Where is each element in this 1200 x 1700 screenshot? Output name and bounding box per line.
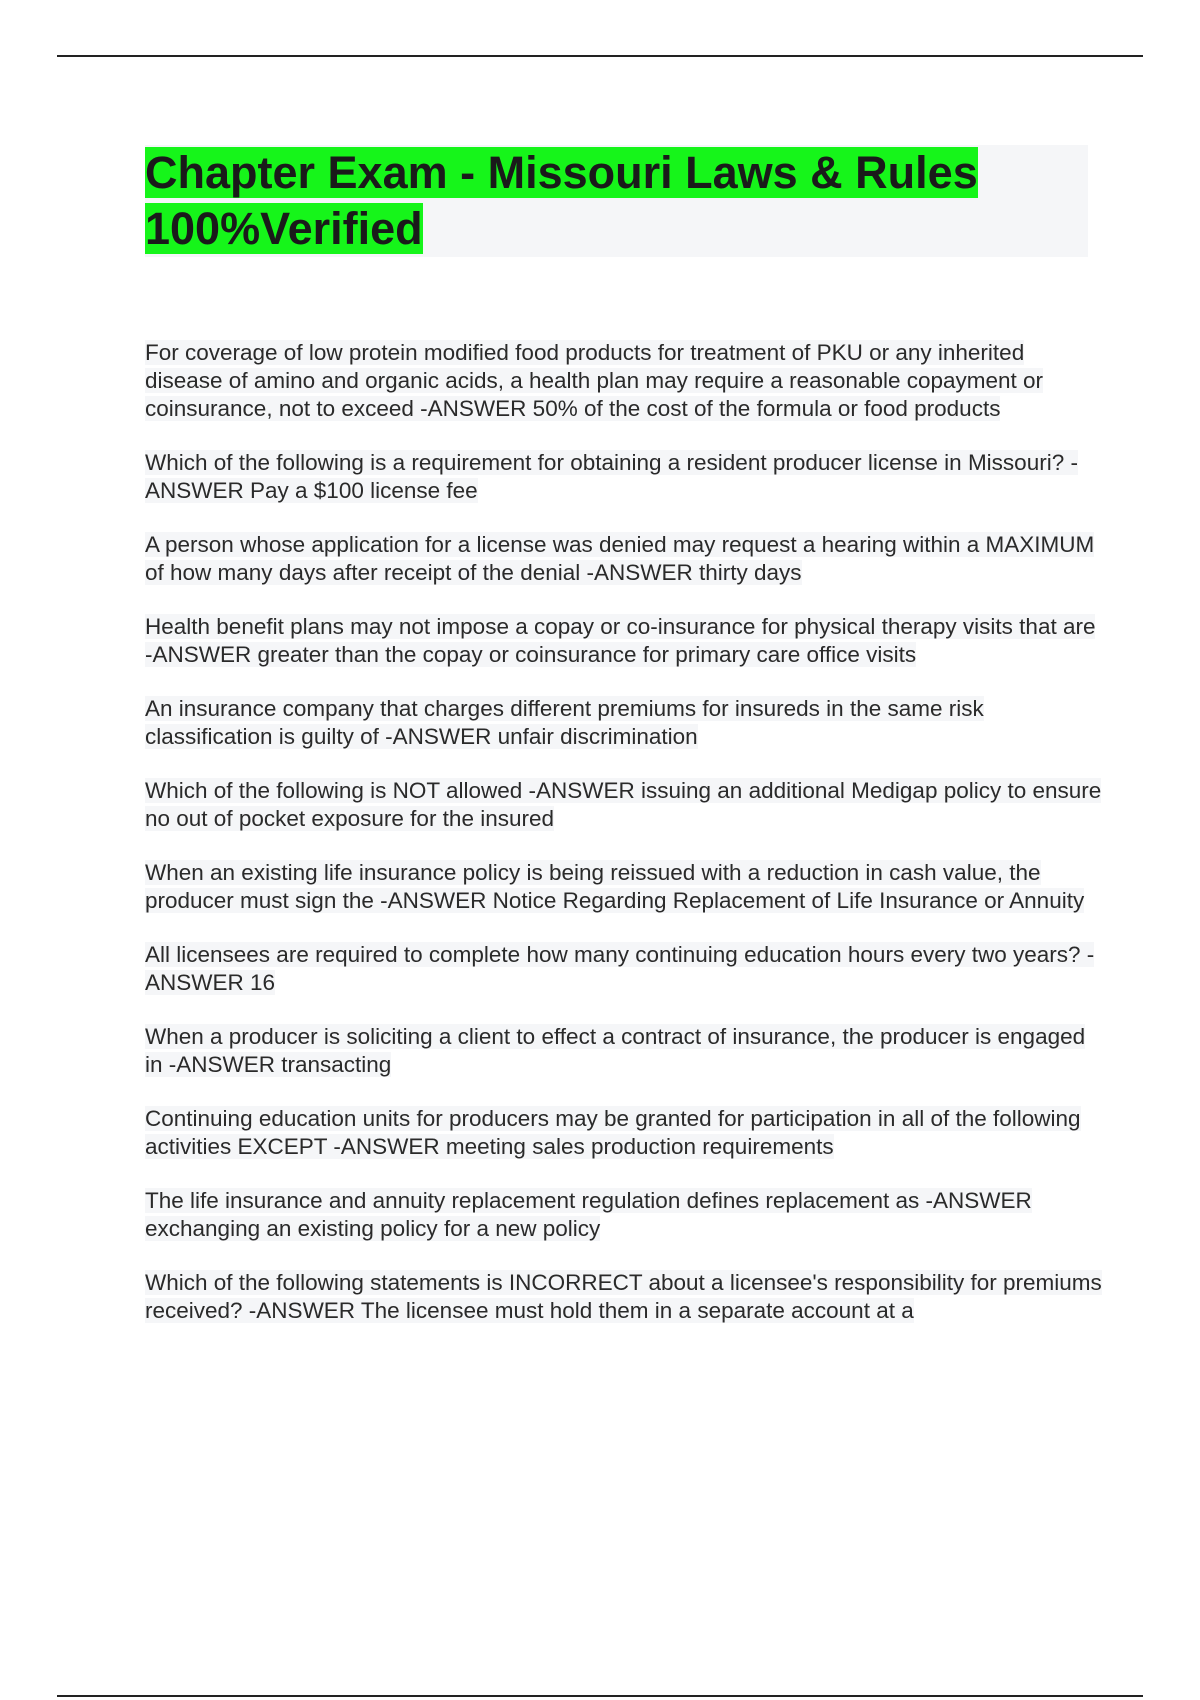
top-divider xyxy=(57,55,1143,57)
qa-item xyxy=(145,1187,1105,1243)
qa-text: A person whose application for a license was denied may request a hearing within a MAXIMUM of how many days after receipt of the denial -ANSWER thirty days xyxy=(145,532,1095,585)
qa-item xyxy=(145,1023,1105,1079)
title-line-1: Chapter Exam - Missouri Laws & Rules xyxy=(145,147,978,198)
title-line-2: 100%Verified xyxy=(145,203,423,254)
qa-item xyxy=(145,531,1105,587)
qa-item xyxy=(145,695,1105,751)
qa-item xyxy=(145,1269,1105,1325)
qa-text: An insurance company that charges different premiums for insureds in the same risk classification is guilty of -ANSWER unfair discrimination xyxy=(145,696,984,749)
qa-text: Which of the following is NOT allowed -ANSWER issuing an additional Medigap policy to ensure no out of pocket exposure for the insured xyxy=(145,778,1102,831)
qa-text: All licensees are required to complete how many continuing education hours every two years? -ANSWER 16 xyxy=(145,942,1095,995)
qa-text: The life insurance and annuity replacement regulation defines replacement as -ANSWER exchanging an existing policy for a new policy xyxy=(145,1188,1032,1241)
qa-text: When an existing life insurance policy is being reissued with a reduction in cash value, the producer must sign the -ANSWER Notice Regarding Replacement of Life Insurance or Annuity xyxy=(145,860,1085,913)
qa-item xyxy=(145,777,1105,833)
document-title xyxy=(145,145,1088,257)
qa-item xyxy=(145,1105,1105,1161)
qa-text: When a producer is soliciting a client to effect a contract of insurance, the producer is engaged in -ANSWER transacting xyxy=(145,1024,1086,1077)
qa-item xyxy=(145,449,1105,505)
qa-text: Health benefit plans may not impose a copay or co-insurance for physical therapy visits that are -ANSWER greater than the copay or coinsurance for primary care office visits xyxy=(145,614,1096,667)
qa-item xyxy=(145,339,1105,423)
qa-item xyxy=(145,613,1105,669)
qa-text: Which of the following is a requirement for obtaining a resident producer license in Missouri? -ANSWER Pay a $100 license fee xyxy=(145,450,1078,503)
qa-item xyxy=(145,859,1105,915)
qa-text: Which of the following statements is INCORRECT about a licensee's responsibility for premiums received? -ANSWER The licensee must hold them in a separate account at a xyxy=(145,1270,1102,1323)
qa-text: Continuing education units for producers may be granted for participation in all of the following activities EXCEPT -ANSWER meeting sales production requirements xyxy=(145,1106,1081,1159)
qa-text: For coverage of low protein modified food products for treatment of PKU or any inherited disease of amino and organic acids, a health plan may require a reasonable copayment or coinsurance, not to exceed -ANSWER 50% of the cost of the formula or food products xyxy=(145,340,1044,421)
question-answer-list xyxy=(145,339,1105,1351)
qa-item xyxy=(145,941,1105,997)
bottom-divider xyxy=(57,1695,1143,1697)
